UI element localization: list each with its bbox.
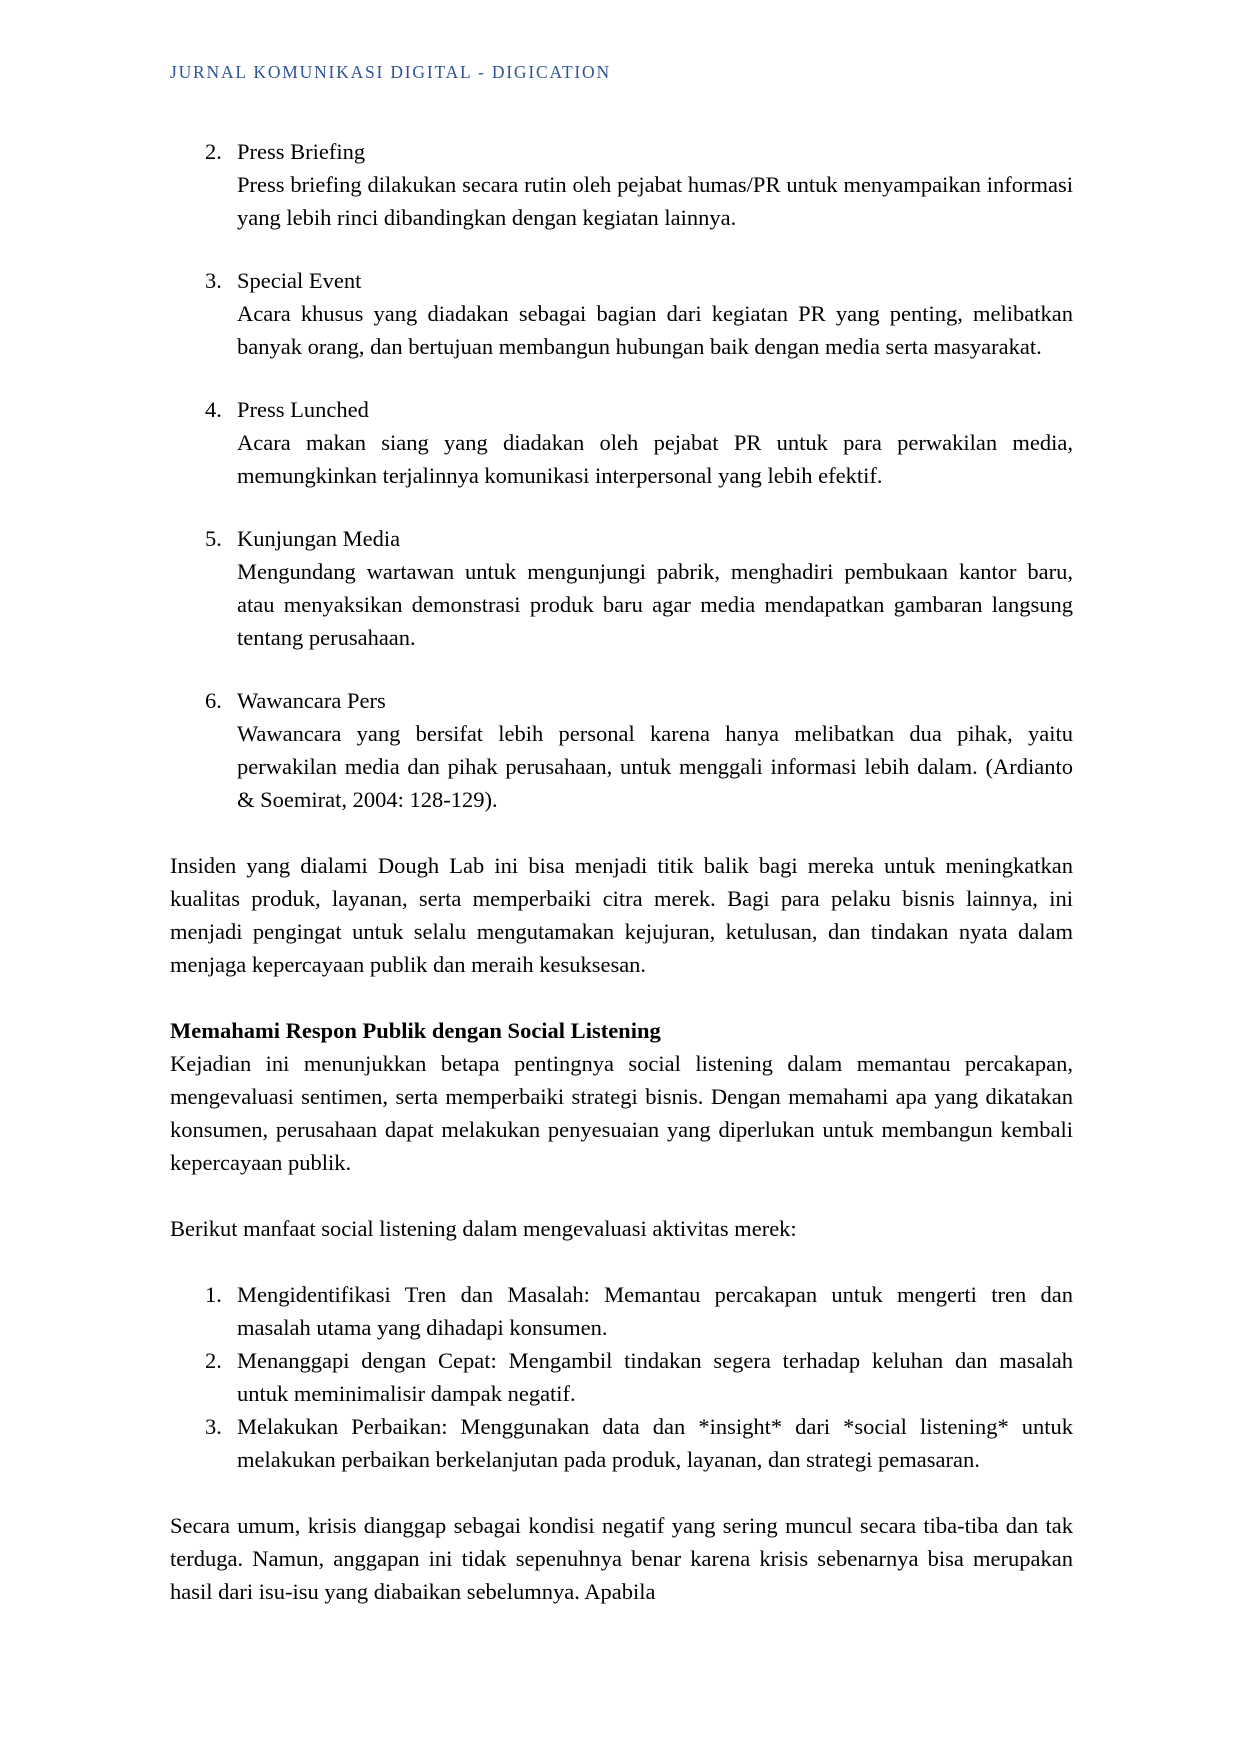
list-item (205, 522, 1073, 654)
list-item-number: 3. (205, 268, 222, 293)
list-item-number: 6. (205, 688, 222, 713)
pr-activities-list (205, 135, 1073, 816)
list-item (205, 1278, 1073, 1344)
list-item-number: 5. (205, 526, 222, 551)
paragraph-berikut: Berikut manfaat social listening dalam mengevaluasi aktivitas merek: (170, 1216, 797, 1241)
list-item-body: Wawancara yang bersifat lebih personal karena hanya melibatkan dua pihak, yaitu perwakilan media dan pihak perusahaan, untuk menggali informasi lebih dalam. (Ardianto & Soemirat, 2004: 128-129). (237, 721, 1073, 812)
list-item-body: Acara khusus yang diadakan sebagai bagian dari kegiatan PR yang penting, melibatkan banyak orang, dan bertujuan membangun hubungan baik dengan media serta masyarakat. (237, 301, 1073, 359)
paragraph-insiden: Insiden yang dialami Dough Lab ini bisa menjadi titik balik bagi mereka untuk meningkatkan kualitas produk, layanan, serta memperbaiki citra merek. Bagi para pelaku bisnis lainnya, ini menjadi pengingat untuk selalu mengutamakan kejujuran, ketulusan, dan tindakan nyata dalam menjaga kepercayaan publik dan meraih kesuksesan. (170, 853, 1073, 977)
list-item-title: Kunjungan Media (237, 526, 401, 551)
list-item-title: Wawancara Pers (237, 688, 386, 713)
paragraph-secara-umum: Secara umum, krisis dianggap sebagai kondisi negatif yang sering muncul secara tiba-tiba dan tak terduga. Namun, anggapan ini tidak sepenuhnya benar karena krisis sebenarnya bisa merupakan hasil dari isu-isu yang diabaikan sebelumnya. Apabila (170, 1513, 1073, 1604)
list-item-number: 2. (205, 1348, 222, 1373)
list-item-body: Acara makan siang yang diadakan oleh pejabat PR untuk para perwakilan media, memungkinkan terjalinnya komunikasi interpersonal yang lebih efektif. (237, 430, 1073, 488)
section-heading: Memahami Respon Publik dengan Social Listening (170, 1018, 661, 1043)
list-item (205, 135, 1073, 234)
list-item-title: Press Lunched (237, 397, 369, 422)
journal-running-head: JURNAL KOMUNIKASI DIGITAL - DIGICATION (170, 62, 611, 82)
list-item-body: Melakukan Perbaikan: Menggunakan data dan *insight* dari *social listening* untuk melakukan perbaikan berkelanjutan pada produk, layanan, dan strategi pemasaran. (237, 1414, 1073, 1472)
list-item-body: Mengundang wartawan untuk mengunjungi pabrik, menghadiri pembukaan kantor baru, atau menyaksikan demonstrasi produk baru agar media mendapatkan gambaran langsung tentang perusahaan. (237, 559, 1073, 650)
list-item-number: 2. (205, 139, 222, 164)
list-item (205, 264, 1073, 363)
list-item (205, 684, 1073, 816)
list-item (205, 1410, 1073, 1476)
social-listening-benefits-list (205, 1278, 1073, 1476)
paragraph-kejadian: Kejadian ini menunjukkan betapa pentingnya social listening dalam memantau percakapan, mengevaluasi sentimen, serta memperbaiki strategi bisnis. Dengan memahami apa yang dikatakan konsumen, perusahaan dapat melakukan penyesuaian yang diperlukan untuk membangun kembali kepercayaan publik. (170, 1051, 1073, 1175)
list-item-title: Press Briefing (237, 139, 366, 164)
list-item (205, 1344, 1073, 1410)
list-item-number: 1. (205, 1282, 222, 1307)
list-item (205, 393, 1073, 492)
list-item-body: Menanggapi dengan Cepat: Mengambil tindakan segera terhadap keluhan dan masalah untuk meminimalisir dampak negatif. (237, 1348, 1073, 1406)
list-item-number: 3. (205, 1414, 222, 1439)
list-item-body: Mengidentifikasi Tren dan Masalah: Memantau percakapan untuk mengerti tren dan masalah utama yang dihadapi konsumen. (237, 1282, 1073, 1340)
list-item-body: Press briefing dilakukan secara rutin oleh pejabat humas/PR untuk menyampaikan informasi yang lebih rinci dibandingkan dengan kegiatan lainnya. (237, 172, 1073, 230)
list-item-number: 4. (205, 397, 222, 422)
list-item-title: Special Event (237, 268, 362, 293)
